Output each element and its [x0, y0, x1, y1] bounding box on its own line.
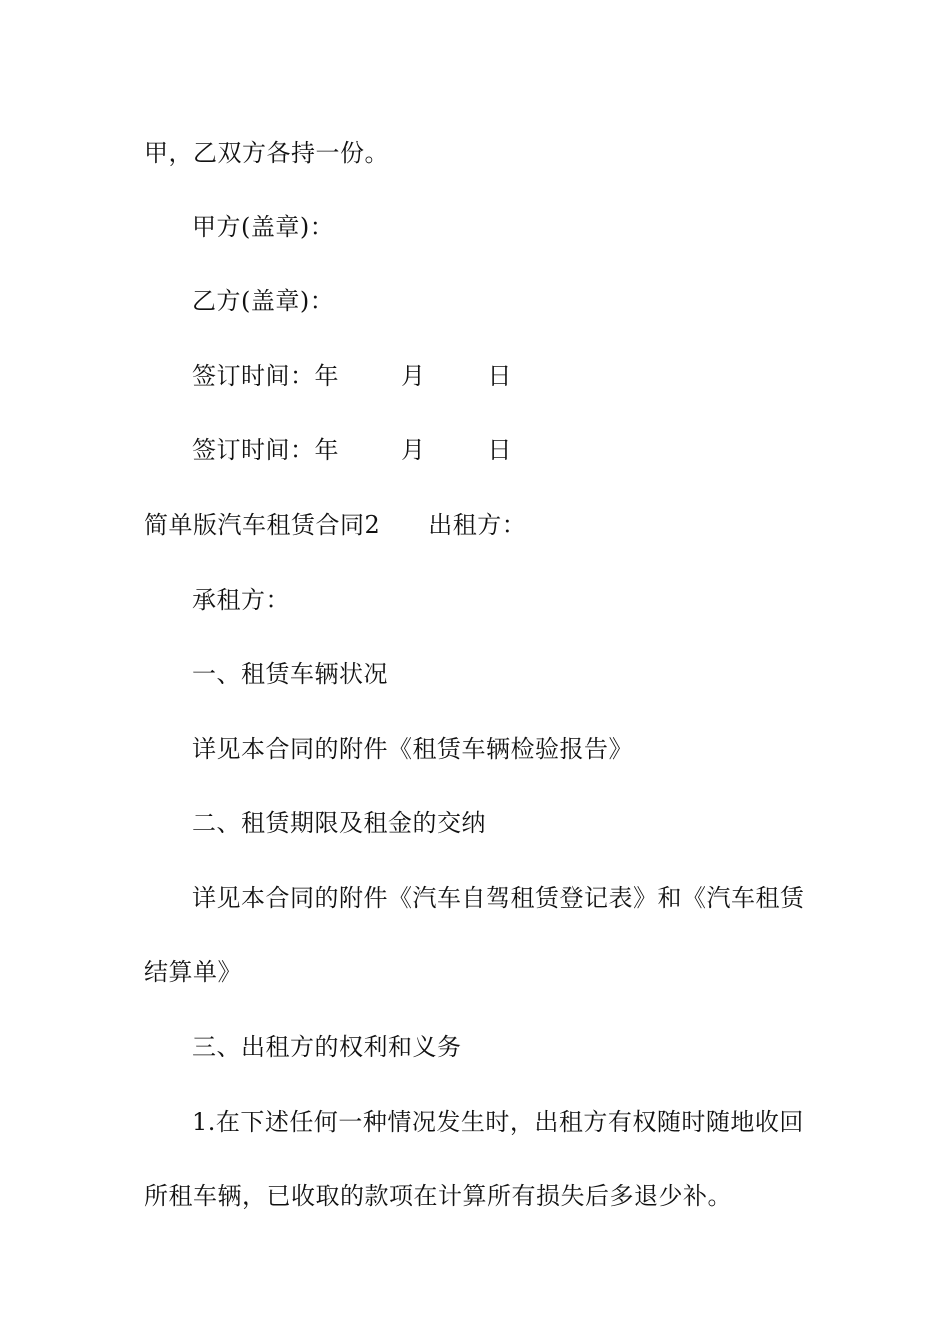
section-2-title: 二、租赁期限及租金的交纳: [192, 809, 486, 837]
section-2-body-line-2: [144, 957, 242, 987]
section-3-title: 三、出租方的权利和义务: [192, 1033, 462, 1061]
section-3-heading: [192, 1032, 462, 1062]
section-1-body: [192, 734, 633, 764]
signing-date-2: [192, 435, 512, 465]
contract-title: 简单版汽车租赁合同2: [144, 511, 381, 539]
section-1-title: 一、租赁车辆状况: [192, 660, 388, 688]
clause-1-text-2: 所租车辆，已收取的款项在计算所有损失后多退少补。: [144, 1182, 732, 1210]
month-label: 月: [401, 362, 426, 390]
copies-text: 甲，乙双方各持一份。: [144, 139, 389, 167]
section-2-text-1: 详见本合同的附件《汽车自驾租赁登记表》和《汽车租赁: [192, 884, 805, 912]
signing-date-label: 签订时间：年: [192, 436, 339, 464]
section-2-body-line-1: [192, 883, 805, 913]
signing-date-1: [192, 361, 512, 391]
month-label: 月: [401, 436, 426, 464]
section-1-text: 详见本合同的附件《租赁车辆检验报告》: [192, 735, 633, 763]
section-3-clause-1-line-1: [192, 1107, 804, 1137]
party-b-seal: [192, 286, 334, 316]
copies-clause: [144, 138, 389, 168]
day-label: 日: [487, 362, 512, 390]
party-a-seal: [192, 212, 334, 242]
section-2-text-2: 结算单》: [144, 958, 242, 986]
section-3-clause-1-line-2: [144, 1181, 732, 1211]
clause-1-text-1: 1.在下述任何一种情况发生时，出租方有权随时随地收回: [192, 1108, 804, 1136]
section-1-heading: [192, 659, 388, 689]
lessee-label: 承租方：: [192, 586, 290, 614]
party-b-seal-text: 乙方(盖章)：: [192, 287, 335, 315]
lessee-line: [192, 585, 290, 615]
signing-date-label: 签订时间：年: [192, 362, 339, 390]
party-a-seal-text: 甲方(盖章)：: [192, 213, 335, 241]
contract-title-line: [144, 510, 526, 540]
lessor-label: 出租方：: [428, 511, 527, 539]
day-label: 日: [487, 436, 512, 464]
section-2-heading: [192, 808, 486, 838]
